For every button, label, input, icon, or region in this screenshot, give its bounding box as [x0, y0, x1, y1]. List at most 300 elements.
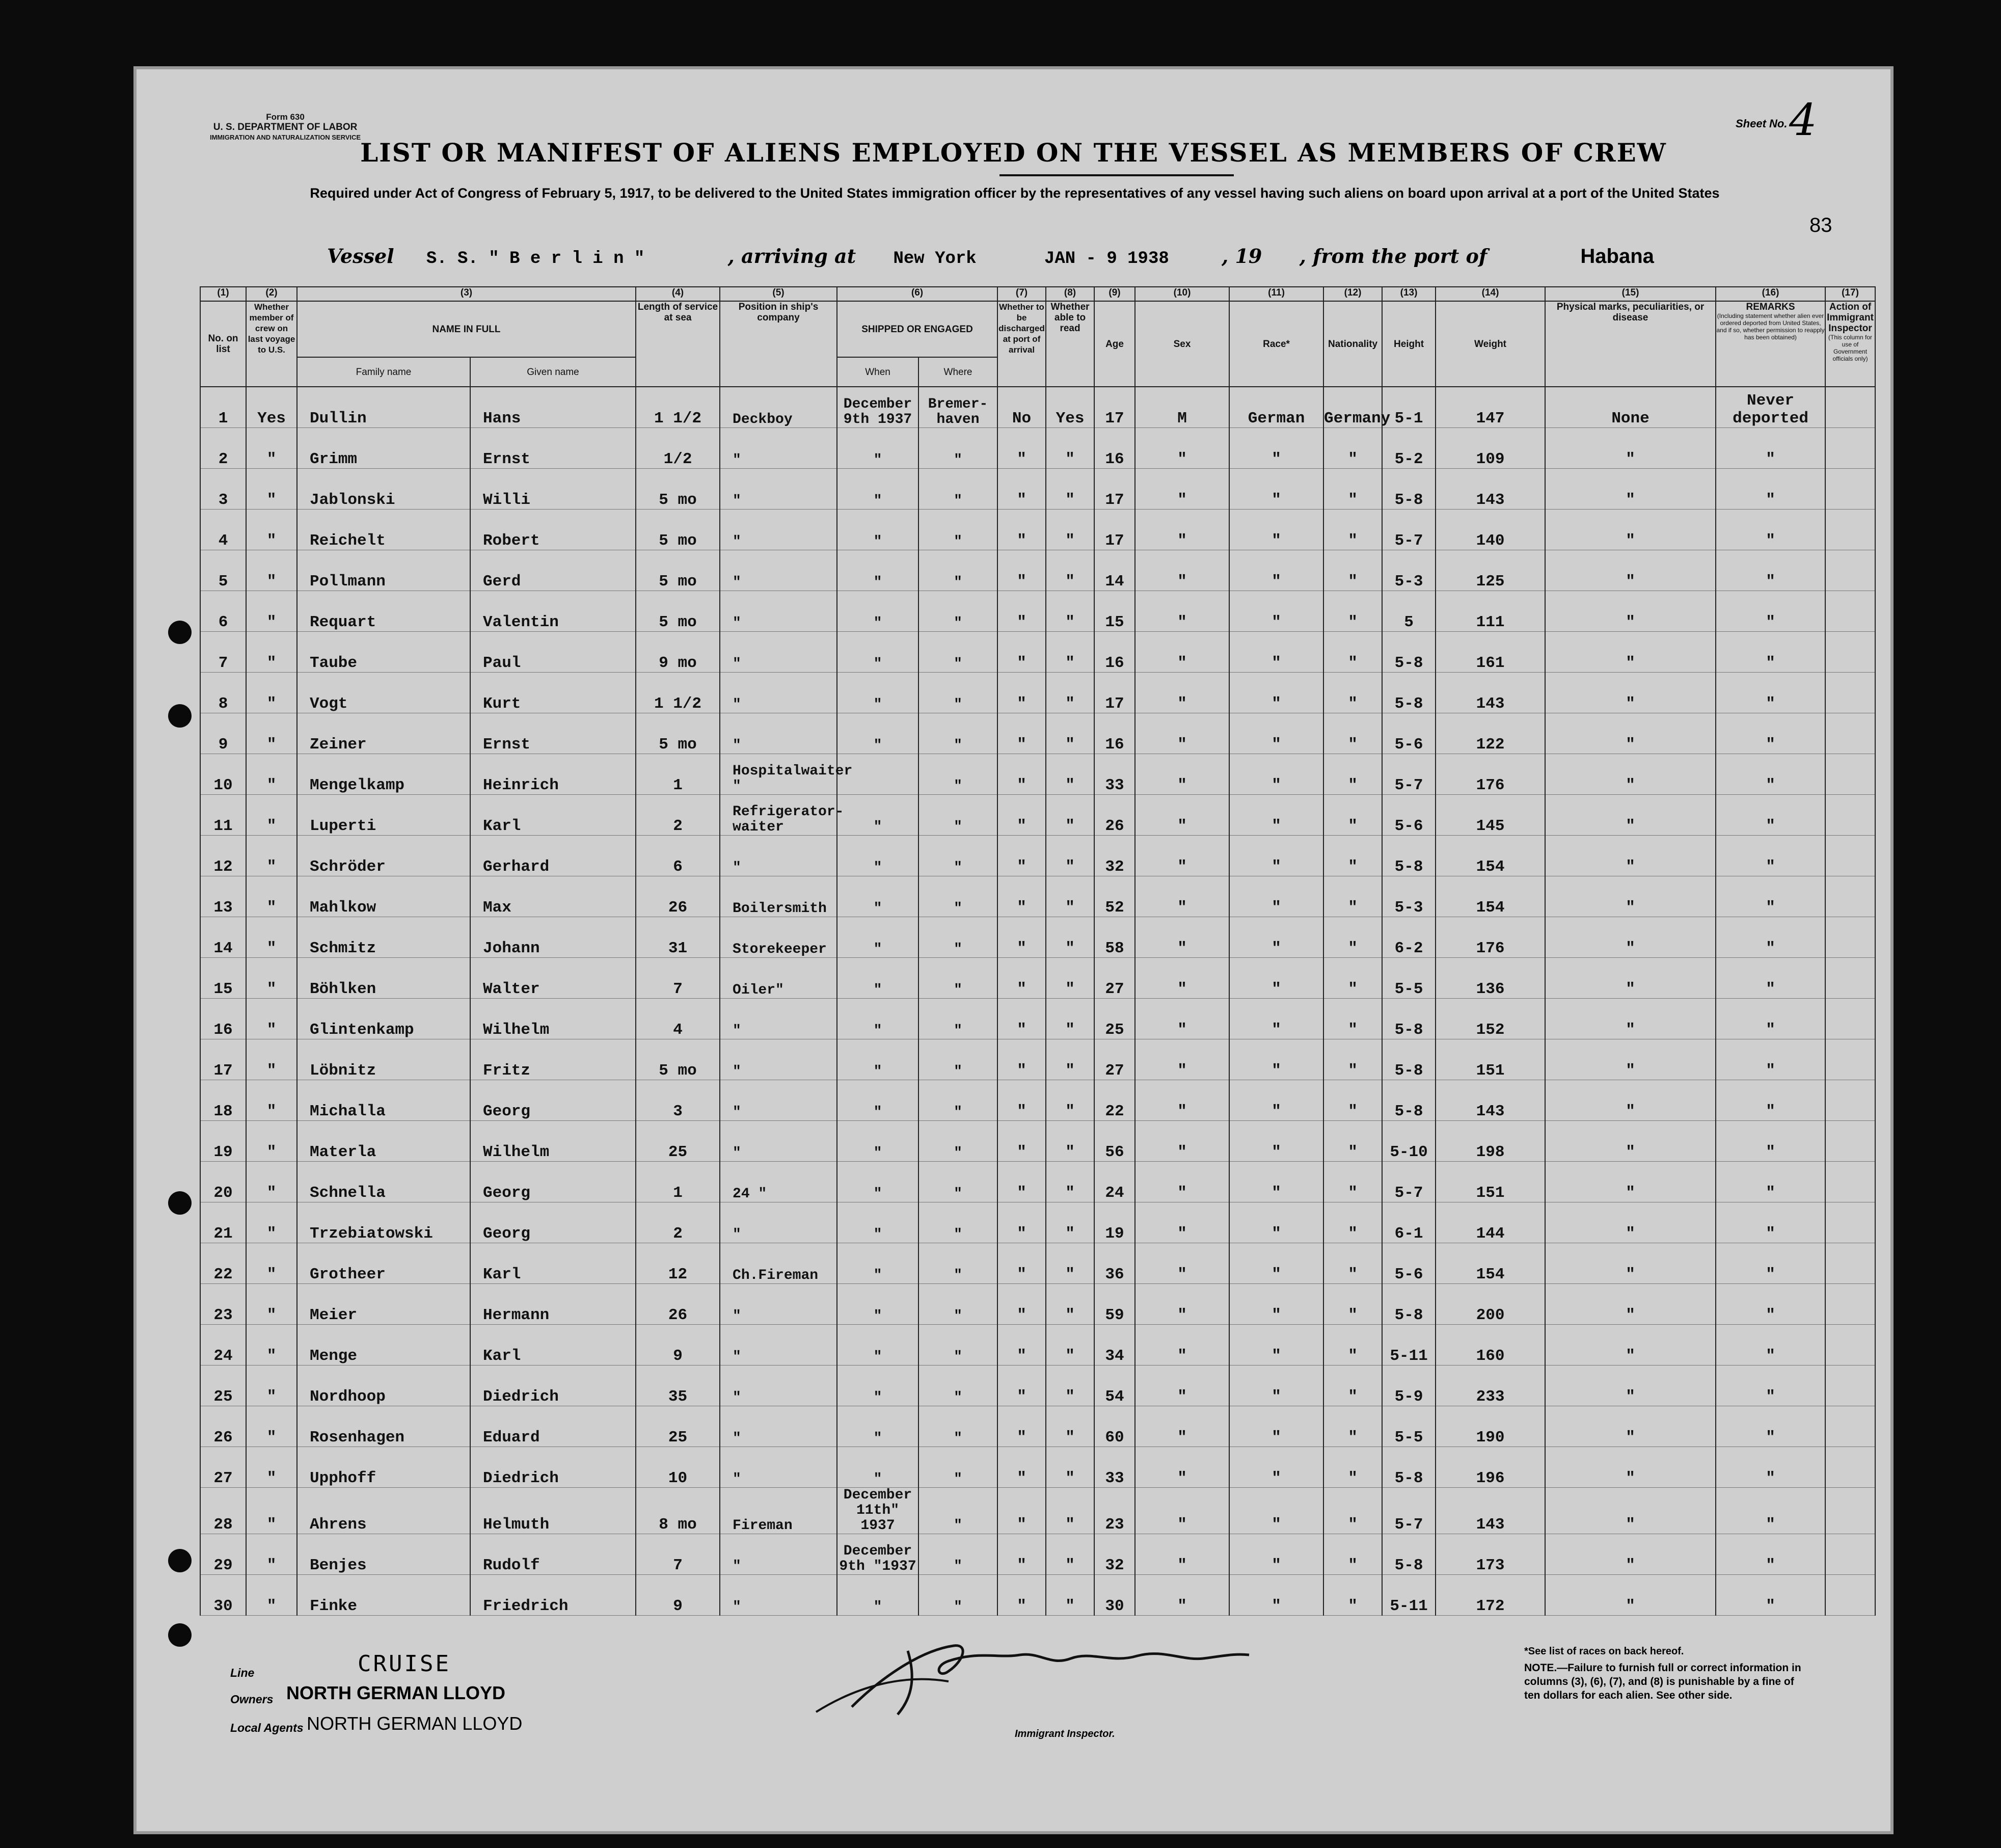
- cell-where: Bremer- haven: [918, 387, 997, 428]
- cell-read: ": [1046, 876, 1094, 917]
- crew-rows: [200, 387, 1875, 1616]
- cell-remarks: ": [1716, 1365, 1825, 1406]
- cell-weight: 151: [1436, 1162, 1545, 1202]
- cell-no: 1: [200, 387, 246, 428]
- cell-crew: Yes: [246, 387, 297, 428]
- cell-marks: ": [1545, 673, 1716, 713]
- cell-service: 9 mo: [636, 632, 720, 673]
- race-note: *See list of races on back hereof.: [1524, 1646, 1684, 1657]
- column-header-row: [200, 301, 1875, 357]
- cell-nationality: ": [1323, 1575, 1382, 1616]
- cell-remarks: ": [1716, 876, 1825, 917]
- cell-given: Wilhelm: [470, 999, 636, 1039]
- cell-when: ": [837, 1202, 918, 1243]
- header-inspector-action: [1825, 301, 1875, 387]
- cell-where: ": [918, 1575, 997, 1616]
- cell-race: ": [1229, 1325, 1323, 1365]
- page-subtitle: Required under Act of Congress of February 5, 1917, to be delivered to the United States immigration officer by the representatives of any vessel having such aliens on board upon arrival at a port of the United States: [310, 185, 1720, 201]
- cell-where: ": [918, 958, 997, 999]
- cell-when: ": [837, 673, 918, 713]
- cell-given: Diedrich: [470, 1365, 636, 1406]
- cell-crew: ": [246, 1488, 297, 1534]
- cell-weight: 111: [1436, 591, 1545, 632]
- cell-where: ": [918, 1243, 997, 1284]
- cell-race: ": [1229, 510, 1323, 550]
- cell-position: ": [720, 1447, 837, 1488]
- cell-read: ": [1046, 469, 1094, 510]
- cell-marks: ": [1545, 1039, 1716, 1080]
- cell-read: ": [1046, 1284, 1094, 1325]
- cell-when: ": [837, 591, 918, 632]
- cell-read: Yes: [1046, 387, 1094, 428]
- cell-sex: ": [1135, 1575, 1229, 1616]
- cell-height: 5-5: [1382, 1406, 1436, 1447]
- cell-race: ": [1229, 836, 1323, 876]
- cell-when: ": [837, 1243, 918, 1284]
- cell-when: ": [837, 713, 918, 754]
- cell-service: 10: [636, 1447, 720, 1488]
- cell-remarks: ": [1716, 836, 1825, 876]
- cell-height: 5-6: [1382, 713, 1436, 754]
- service-name: IMMIGRATION AND NATURALIZATION SERVICE: [210, 133, 361, 141]
- cell-read: ": [1046, 1325, 1094, 1365]
- cell-sex: ": [1135, 754, 1229, 795]
- cell-family: Vogt: [297, 673, 470, 713]
- cell-crew: ": [246, 1202, 297, 1243]
- cell-age: 17: [1094, 673, 1135, 713]
- cell-given: Gerd: [470, 550, 636, 591]
- cell-where: ": [918, 1406, 997, 1447]
- cell-given: Ernst: [470, 428, 636, 469]
- cell-weight: 136: [1436, 958, 1545, 999]
- cell-when: December 9th "1937: [837, 1534, 918, 1575]
- cell-marks: ": [1545, 550, 1716, 591]
- cell-height: 5-9: [1382, 1365, 1436, 1406]
- cell-crew: ": [246, 754, 297, 795]
- cell-where: ": [918, 1488, 997, 1534]
- col-num-1: (1): [200, 287, 246, 301]
- cell-where: ": [918, 1447, 997, 1488]
- cell-nationality: ": [1323, 876, 1382, 917]
- cell-read: ": [1046, 1406, 1094, 1447]
- cell-age: 19: [1094, 1202, 1135, 1243]
- cell-where: ": [918, 1284, 997, 1325]
- cell-sex: ": [1135, 999, 1229, 1039]
- cell-where: ": [918, 1039, 997, 1080]
- cell-action: [1825, 876, 1875, 917]
- cell-when: ": [837, 1575, 918, 1616]
- cell-height: 5-7: [1382, 754, 1436, 795]
- cell-given: Robert: [470, 510, 636, 550]
- header-position: Position in ship's company: [720, 301, 837, 387]
- table-row: [200, 1575, 1875, 1616]
- arriving-label: , arriving at: [727, 245, 856, 267]
- cell-race: ": [1229, 795, 1323, 836]
- cell-service: 7: [636, 958, 720, 999]
- year-label: , 19: [1222, 245, 1262, 267]
- cell-discharge: ": [997, 1447, 1046, 1488]
- cell-read: ": [1046, 428, 1094, 469]
- table-row: [200, 428, 1875, 469]
- cell-action: [1825, 999, 1875, 1039]
- cell-remarks: ": [1716, 428, 1825, 469]
- cell-marks: ": [1545, 428, 1716, 469]
- cell-remarks: ": [1716, 917, 1825, 958]
- cell-nationality: ": [1323, 469, 1382, 510]
- cell-age: 27: [1094, 1039, 1135, 1080]
- cell-discharge: ": [997, 1121, 1046, 1162]
- cell-read: ": [1046, 510, 1094, 550]
- cell-no: 10: [200, 754, 246, 795]
- cell-nationality: ": [1323, 1243, 1382, 1284]
- cell-no: 2: [200, 428, 246, 469]
- cell-action: [1825, 1243, 1875, 1284]
- cell-marks: ": [1545, 1575, 1716, 1616]
- cell-remarks: ": [1716, 1447, 1825, 1488]
- cell-race: ": [1229, 1447, 1323, 1488]
- cell-nationality: ": [1323, 917, 1382, 958]
- cell-sex: ": [1135, 469, 1229, 510]
- cell-remarks: ": [1716, 999, 1825, 1039]
- cell-where: ": [918, 510, 997, 550]
- cell-no: 25: [200, 1365, 246, 1406]
- cell-age: 27: [1094, 958, 1135, 999]
- cell-remarks: ": [1716, 1121, 1825, 1162]
- cell-crew: ": [246, 1243, 297, 1284]
- cell-race: ": [1229, 1243, 1323, 1284]
- cell-position: ": [720, 1284, 837, 1325]
- cell-weight: 161: [1436, 632, 1545, 673]
- cell-when: ": [837, 550, 918, 591]
- cell-discharge: ": [997, 1284, 1046, 1325]
- cell-weight: 172: [1436, 1575, 1545, 1616]
- cell-race: ": [1229, 1575, 1323, 1616]
- sheet-label: Sheet No.: [1736, 117, 1788, 130]
- cell-action: [1825, 550, 1875, 591]
- cell-position: ": [720, 591, 837, 632]
- cell-height: 5-7: [1382, 1488, 1436, 1534]
- cell-service: 6: [636, 836, 720, 876]
- cell-discharge: ": [997, 632, 1046, 673]
- owners-value: NORTH GERMAN LLOYD: [286, 1682, 505, 1703]
- cell-height: 6-1: [1382, 1202, 1436, 1243]
- col-num-16: (16): [1716, 287, 1825, 301]
- cell-height: 5-8: [1382, 836, 1436, 876]
- cell-action: [1825, 1284, 1875, 1325]
- col-num-8: (8): [1046, 287, 1094, 301]
- cell-age: 23: [1094, 1488, 1135, 1534]
- cell-service: 4: [636, 999, 720, 1039]
- cell-family: Materla: [297, 1121, 470, 1162]
- cell-given: Heinrich: [470, 754, 636, 795]
- cell-position: Ch.Fireman: [720, 1243, 837, 1284]
- cell-service: 1 1/2: [636, 673, 720, 713]
- col-num-17: (17): [1825, 287, 1875, 301]
- header-nationality: Nationality: [1323, 301, 1382, 387]
- cell-position: ": [720, 836, 837, 876]
- cell-remarks: ": [1716, 469, 1825, 510]
- table-row: [200, 550, 1875, 591]
- cell-crew: ": [246, 510, 297, 550]
- cell-read: ": [1046, 1121, 1094, 1162]
- cell-family: Nordhoop: [297, 1365, 470, 1406]
- cell-no: 24: [200, 1325, 246, 1365]
- table-row: [200, 1080, 1875, 1121]
- cell-given: Wilhelm: [470, 1121, 636, 1162]
- cell-nationality: ": [1323, 1534, 1382, 1575]
- cell-weight: 145: [1436, 795, 1545, 836]
- binder-hole: [168, 1623, 192, 1647]
- cell-crew: ": [246, 1121, 297, 1162]
- cell-service: 1 1/2: [636, 387, 720, 428]
- cell-where: ": [918, 1365, 997, 1406]
- cell-position: Refrigerator- waiter: [720, 795, 837, 836]
- cell-weight: 151: [1436, 1039, 1545, 1080]
- col-num-3: (3): [297, 287, 636, 301]
- cell-family: Schmitz: [297, 917, 470, 958]
- cell-position: ": [720, 1121, 837, 1162]
- cell-no: 28: [200, 1488, 246, 1534]
- cell-marks: ": [1545, 1534, 1716, 1575]
- cell-where: ": [918, 1202, 997, 1243]
- cell-position: 24 ": [720, 1162, 837, 1202]
- cell-marks: None: [1545, 387, 1716, 428]
- cell-service: 7: [636, 1534, 720, 1575]
- cell-crew: ": [246, 632, 297, 673]
- cell-marks: ": [1545, 999, 1716, 1039]
- cell-given: Karl: [470, 795, 636, 836]
- cell-crew: ": [246, 958, 297, 999]
- cell-marks: ": [1545, 469, 1716, 510]
- cell-position: ": [720, 1406, 837, 1447]
- table-row: [200, 754, 1875, 795]
- cell-given: Johann: [470, 917, 636, 958]
- cell-service: 5 mo: [636, 1039, 720, 1080]
- cell-discharge: No: [997, 387, 1046, 428]
- cell-given: Valentin: [470, 591, 636, 632]
- cell-nationality: ": [1323, 1488, 1382, 1534]
- agents-label: Local Agents: [230, 1721, 304, 1734]
- cell-action: [1825, 469, 1875, 510]
- header-where: Where: [918, 357, 997, 387]
- table-row: [200, 1365, 1875, 1406]
- cell-where: ": [918, 428, 997, 469]
- cell-family: Requart: [297, 591, 470, 632]
- cell-marks: ": [1545, 1365, 1716, 1406]
- cell-height: 5-8: [1382, 1080, 1436, 1121]
- cell-no: 29: [200, 1534, 246, 1575]
- cell-nationality: ": [1323, 591, 1382, 632]
- cell-given: Paul: [470, 632, 636, 673]
- arrival-date: JAN - 9 1938: [1044, 249, 1169, 269]
- cell-nationality: ": [1323, 632, 1382, 673]
- cell-nationality: ": [1323, 550, 1382, 591]
- vessel-name: S. S. " B e r l i n ": [426, 249, 645, 269]
- cell-remarks: ": [1716, 713, 1825, 754]
- cell-given: Friedrich: [470, 1575, 636, 1616]
- cell-remarks: ": [1716, 1284, 1825, 1325]
- cell-when: ": [837, 958, 918, 999]
- cell-given: Georg: [470, 1080, 636, 1121]
- from-port-label: , from the port of: [1299, 245, 1488, 267]
- cell-race: ": [1229, 1284, 1323, 1325]
- cell-height: 5-11: [1382, 1575, 1436, 1616]
- cell-race: ": [1229, 1039, 1323, 1080]
- cell-nationality: ": [1323, 1325, 1382, 1365]
- cell-weight: 154: [1436, 836, 1545, 876]
- cell-discharge: ": [997, 917, 1046, 958]
- cell-family: Pollmann: [297, 550, 470, 591]
- cell-when: ": [837, 1080, 918, 1121]
- cell-weight: 144: [1436, 1202, 1545, 1243]
- cell-sex: ": [1135, 1365, 1229, 1406]
- cell-family: Schröder: [297, 836, 470, 876]
- header-race: Race*: [1229, 301, 1323, 387]
- cell-race: ": [1229, 1488, 1323, 1534]
- cell-sex: ": [1135, 1202, 1229, 1243]
- cell-family: Böhlken: [297, 958, 470, 999]
- cell-action: [1825, 795, 1875, 836]
- cell-weight: 196: [1436, 1447, 1545, 1488]
- cell-where: ": [918, 713, 997, 754]
- cell-nationality: ": [1323, 999, 1382, 1039]
- cell-no: 30: [200, 1575, 246, 1616]
- cell-weight: 160: [1436, 1325, 1545, 1365]
- cell-discharge: ": [997, 428, 1046, 469]
- cell-weight: 176: [1436, 917, 1545, 958]
- cell-service: 25: [636, 1121, 720, 1162]
- cell-where: ": [918, 754, 997, 795]
- cell-marks: ": [1545, 510, 1716, 550]
- cell-nationality: ": [1323, 1284, 1382, 1325]
- cell-service: 5 mo: [636, 713, 720, 754]
- cell-weight: 173: [1436, 1534, 1545, 1575]
- cell-crew: ": [246, 591, 297, 632]
- table-row: [200, 387, 1875, 428]
- header-weight: Weight: [1436, 301, 1545, 387]
- binder-hole: [168, 1549, 192, 1572]
- crew-table: [200, 286, 1876, 1616]
- cell-sex: ": [1135, 836, 1229, 876]
- cell-remarks: ": [1716, 1534, 1825, 1575]
- cell-height: 5-7: [1382, 510, 1436, 550]
- cell-crew: ": [246, 1325, 297, 1365]
- cell-crew: ": [246, 1080, 297, 1121]
- col-num-7: (7): [997, 287, 1046, 301]
- cell-family: Michalla: [297, 1080, 470, 1121]
- cell-height: 5: [1382, 591, 1436, 632]
- cell-weight: 198: [1436, 1121, 1545, 1162]
- cell-position: ": [720, 713, 837, 754]
- header-shipped-engaged: SHIPPED OR ENGAGED: [837, 301, 997, 357]
- header-sex: Sex: [1135, 301, 1229, 387]
- cell-where: ": [918, 795, 997, 836]
- cell-family: Benjes: [297, 1534, 470, 1575]
- cell-read: ": [1046, 1080, 1094, 1121]
- cell-discharge: ": [997, 1534, 1046, 1575]
- cell-crew: ": [246, 836, 297, 876]
- cell-crew: ": [246, 713, 297, 754]
- cell-no: 20: [200, 1162, 246, 1202]
- cell-service: 25: [636, 1406, 720, 1447]
- cell-read: ": [1046, 754, 1094, 795]
- cell-given: Kurt: [470, 673, 636, 713]
- cell-race: ": [1229, 1121, 1323, 1162]
- cell-sex: ": [1135, 1406, 1229, 1447]
- cell-read: ": [1046, 632, 1094, 673]
- cell-remarks: ": [1716, 958, 1825, 999]
- cell-nationality: ": [1323, 1039, 1382, 1080]
- cell-sex: M: [1135, 387, 1229, 428]
- cell-action: [1825, 1365, 1875, 1406]
- cell-action: [1825, 1406, 1875, 1447]
- column-number-row: [200, 287, 1875, 301]
- sheet-number: 4: [1789, 95, 1817, 146]
- cell-race: German: [1229, 387, 1323, 428]
- cell-height: 5-8: [1382, 1534, 1436, 1575]
- cell-discharge: ": [997, 1406, 1046, 1447]
- cell-age: 14: [1094, 550, 1135, 591]
- cell-remarks: ": [1716, 632, 1825, 673]
- cell-position: ": [720, 469, 837, 510]
- cell-position: ": [720, 550, 837, 591]
- cell-sex: ": [1135, 1447, 1229, 1488]
- cell-where: ": [918, 550, 997, 591]
- cell-marks: ": [1545, 1202, 1716, 1243]
- table-row: [200, 1202, 1875, 1243]
- cell-nationality: ": [1323, 1202, 1382, 1243]
- cell-sex: ": [1135, 1488, 1229, 1534]
- cell-age: 59: [1094, 1284, 1135, 1325]
- cell-when: ": [837, 836, 918, 876]
- cell-sex: ": [1135, 1534, 1229, 1575]
- cell-nationality: ": [1323, 1162, 1382, 1202]
- cell-remarks: ": [1716, 1080, 1825, 1121]
- cell-no: 26: [200, 1406, 246, 1447]
- cell-nationality: ": [1323, 754, 1382, 795]
- cell-height: 5-10: [1382, 1121, 1436, 1162]
- cell-sex: ": [1135, 876, 1229, 917]
- cell-family: Schnella: [297, 1162, 470, 1202]
- cell-height: 5-6: [1382, 795, 1436, 836]
- from-port: Habana: [1580, 245, 1654, 267]
- cell-position: ": [720, 1534, 837, 1575]
- cell-action: [1825, 1039, 1875, 1080]
- cell-nationality: ": [1323, 673, 1382, 713]
- col-num-15: (15): [1545, 287, 1716, 301]
- cell-age: 30: [1094, 1575, 1135, 1616]
- cell-action: [1825, 632, 1875, 673]
- cell-height: 5-6: [1382, 1243, 1436, 1284]
- cell-discharge: ": [997, 1325, 1046, 1365]
- table-row: [200, 999, 1875, 1039]
- cell-weight: 176: [1436, 754, 1545, 795]
- cell-when: ": [837, 1406, 918, 1447]
- cell-nationality: Germany: [1323, 387, 1382, 428]
- cell-family: Dullin: [297, 387, 470, 428]
- cell-no: 22: [200, 1243, 246, 1284]
- title-underline: [999, 174, 1234, 176]
- cell-given: Gerhard: [470, 836, 636, 876]
- cell-family: Luperti: [297, 795, 470, 836]
- cell-family: Trzebiatowski: [297, 1202, 470, 1243]
- cell-given: Helmuth: [470, 1488, 636, 1534]
- cell-where: ": [918, 1325, 997, 1365]
- header-family-name: Family name: [297, 357, 470, 387]
- cell-weight: 154: [1436, 876, 1545, 917]
- header-able-to-read: Whether able to read: [1046, 301, 1094, 387]
- cell-when: ": [837, 917, 918, 958]
